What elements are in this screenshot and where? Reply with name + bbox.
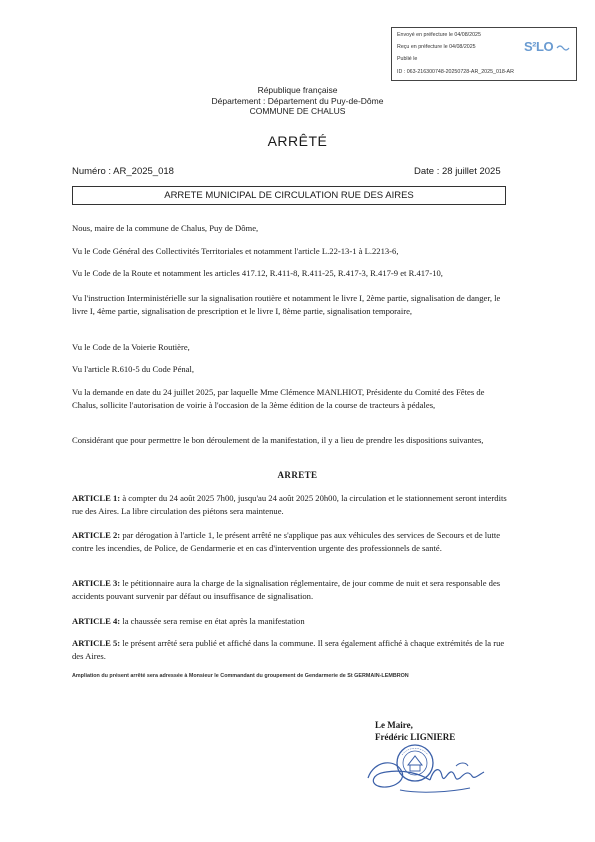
stamp-published-line: Publié le xyxy=(397,56,418,62)
subject-box: ARRETE MUNICIPAL DE CIRCULATION RUE DES AIRES xyxy=(72,186,506,205)
arrete-heading: ARRETE xyxy=(277,470,318,480)
document-title: ARRÊTÉ xyxy=(267,133,328,149)
article-5 xyxy=(72,637,512,662)
article-3-label: ARTICLE 3: xyxy=(72,578,121,588)
document-number: Numéro : AR_2025_018 xyxy=(72,166,174,177)
article-3 xyxy=(72,577,512,602)
stamp-received-line: Reçu en préfecture le 04/08/2025 xyxy=(397,44,476,50)
signatory-name: Frédéric LIGNIERE xyxy=(375,732,456,742)
document-date: Date : 28 juillet 2025 xyxy=(414,166,501,177)
preamble-intro: Nous, maire de la commune de Chalus, Puy de Dôme, xyxy=(72,223,259,233)
preamble-cgct: Vu le Code Général des Collectivités Territoriales et notamment l'article L.22-13-1 à L.2213-6, xyxy=(72,246,399,256)
article-5-label: ARTICLE 5: xyxy=(72,638,121,648)
preamble-instruction: Vu l'instruction Interministérielle sur la signalisation routière et notamment le livre I, 2ème partie, signalisation de danger, le livre I, 4ème partie, signalisation de prescription et le livre I, 8ème partie, signalisation temporaire, xyxy=(72,293,501,316)
ampliation-note: Ampliation du présent arrêté sera adressée à Monsieur le Commandant du groupement de Gendarmerie de St GERMAIN-LEMBRON xyxy=(72,673,409,679)
article-3-text: le pétitionnaire aura la charge de la signalisation réglementaire, de jour comme de nuit et sera responsable des accidents pouvant survenir par défaut ou insuffisance de signalisation. xyxy=(72,578,501,601)
header-commune: COMMUNE DE CHALUS xyxy=(249,106,346,116)
header-republique: République française xyxy=(257,85,338,95)
signatory-role: Le Maire, xyxy=(375,720,413,730)
article-1-label: ARTICLE 1: xyxy=(72,493,121,503)
handwritten-signature-icon xyxy=(360,748,500,800)
article-2-label: ARTICLE 2: xyxy=(72,530,121,540)
preamble-voirie: Vu le Code de la Voierie Routière, xyxy=(72,342,190,352)
header-departement: Département : Département du Puy-de-Dôme xyxy=(211,96,384,106)
preamble-demande: Vu la demande en date du 24 juillet 2025, par laquelle Mme Clémence MANLHIOT, Présidente du Comité des Fêtes de Chalus, sollicite l'autorisation de voirie à l'occasion de la 3ème édition de la course de tracteurs à pédales, xyxy=(72,387,485,410)
article-2-text: par dérogation à l'article 1, le présent arrêté ne s'applique pas aux véhicules des services de Secours et de lutte contre les incendies, de Police, de Gendarmerie et en cas d'intervention urgente des professionnels de santé. xyxy=(72,530,501,553)
signatory-block xyxy=(375,719,455,743)
stamp-sent-line: Envoyé en préfecture le 04/08/2025 xyxy=(397,32,481,38)
preamble-considerant: Considérant que pour permettre le bon déroulement de la manifestation, il y a lieu de prendre les dispositions suivantes, xyxy=(72,435,484,445)
article-2 xyxy=(72,529,512,554)
article-5-text: le présent arrêté sera publié et affiché dans la commune. Il sera également affiché à chaque extrémités de la rue des Aires. xyxy=(72,638,505,661)
slo-wave-icon xyxy=(556,44,572,52)
preamble-code-route: Vu le Code de la Route et notamment les articles 417.12, R.411-8, R.411-25, R.417-3, R.417-9 et R.417-10, xyxy=(72,268,443,278)
transmission-stamp xyxy=(391,27,577,81)
stamp-id-line: ID : 063-216300748-20250728-AR_2025_018-AR xyxy=(397,69,514,75)
slo-logo: S²LO xyxy=(524,39,554,54)
article-1 xyxy=(72,492,512,517)
preamble-code-penal: Vu l'article R.610-5 du Code Pénal, xyxy=(72,364,195,374)
article-4 xyxy=(72,615,512,628)
article-4-label: ARTICLE 4: xyxy=(72,616,121,626)
article-4-text: la chaussée sera remise en état après la manifestation xyxy=(120,616,305,626)
article-1-text: à compter du 24 août 2025 7h00, jusqu'au 24 août 2025 20h00, la circulation et le stationnement seront interdits rue des Aires. La libre circulation des piétons sera maintenue. xyxy=(72,493,507,516)
